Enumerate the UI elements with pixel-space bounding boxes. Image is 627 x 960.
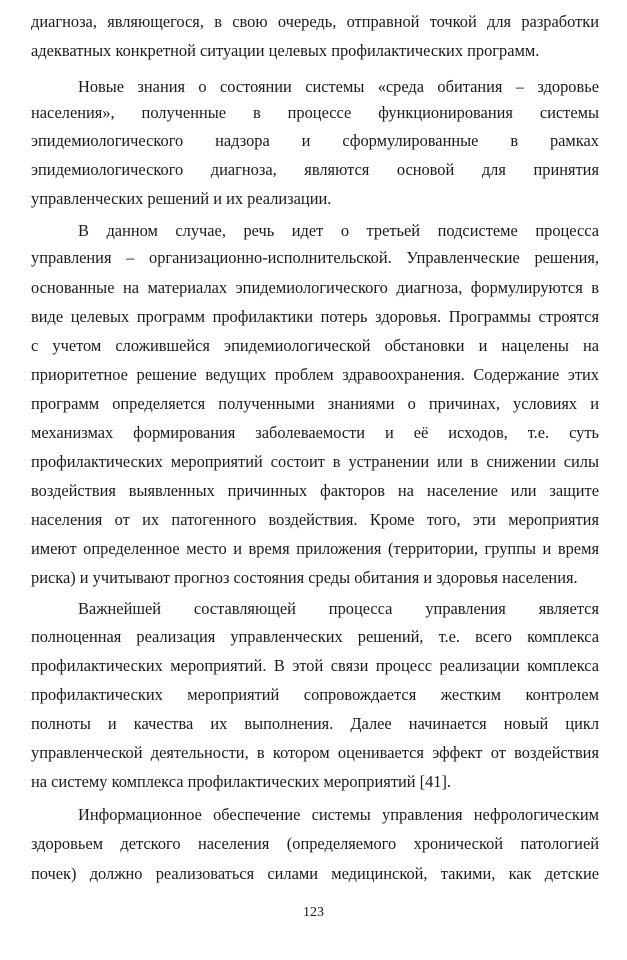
text-line: приоритетное решение ведущих проблем здравоохранения. Содержание этих xyxy=(31,365,599,384)
text-line: на систему комплекса профилактических мероприятий [41]. xyxy=(31,772,452,791)
text-line: Важнейшей составляющей процесса управления является xyxy=(78,599,599,618)
text-line: управления – организационно-исполнительской. Управленческие решения, xyxy=(31,248,599,267)
text-line: профилактических мероприятий. В этой связи процесс реализации комплекса xyxy=(31,656,599,675)
text-line: Новые знания о состоянии системы «среда обитания – здоровье xyxy=(78,77,599,96)
text-line: Информационное обеспечение системы управления нефрологическим xyxy=(78,805,599,824)
text-line: диагноза, являющегося, в свою очередь, отправной точкой для разработки xyxy=(31,12,599,31)
text-line: механизмах формирования заболеваемости и её исходов, т.е. суть xyxy=(31,423,599,442)
text-line: здоровьем детского населения (определяемого хронической патологией xyxy=(31,834,599,853)
text-line: управленческих решений и их реализации. xyxy=(31,189,332,208)
text-line: эпидемиологического надзора и сформулированные в рамках xyxy=(31,131,599,150)
text-line: полноты и качества их выполнения. Далее начинается новый цикл xyxy=(31,714,599,733)
text-line: воздействия выявленных причинных факторов на население или защите xyxy=(31,481,599,500)
text-line: В данном случае, речь идет о третьей подсистеме процесса xyxy=(78,221,599,240)
text-line: с учетом сложившейся эпидемиологической обстановки и нацелены на xyxy=(31,336,599,355)
text-line: профилактических мероприятий состоит в устранении или в снижении силы xyxy=(31,452,599,471)
text-line: основанные на материалах эпидемиологического диагноза, формулируются в xyxy=(31,278,599,297)
text-line: населения», полученные в процессе функционирования системы xyxy=(31,103,599,122)
text-line: адекватных конкретной ситуации целевых профилактических программ. xyxy=(31,41,540,60)
text-line: почек) должно реализоваться силами медицинской, такими, как детские xyxy=(31,864,599,883)
text-line: программ определяется полученными знаниями о причинах, условиях и xyxy=(31,394,599,413)
text-line: имеют определенное место и время приложения (территории, группы и время xyxy=(31,539,599,558)
text-line: профилактических мероприятий сопровождается жестким контролем xyxy=(31,685,599,704)
text-line: виде целевых программ профилактики потерь здоровья. Программы строятся xyxy=(31,307,599,326)
text-line: полноценная реализация управленческих решений, т.е. всего комплекса xyxy=(31,627,599,646)
page-number: 123 xyxy=(303,905,324,920)
text-line: управленческой деятельности, в котором оценивается эффект от воздействия xyxy=(31,743,599,762)
text-line: эпидемиологического диагноза, являются основой для принятия xyxy=(31,160,599,179)
text-line: населения от их патогенного воздействия. Кроме того, эти мероприятия xyxy=(31,510,599,529)
text-line: риска) и учитывают прогноз состояния среды обитания и здоровья населения. xyxy=(31,568,578,587)
